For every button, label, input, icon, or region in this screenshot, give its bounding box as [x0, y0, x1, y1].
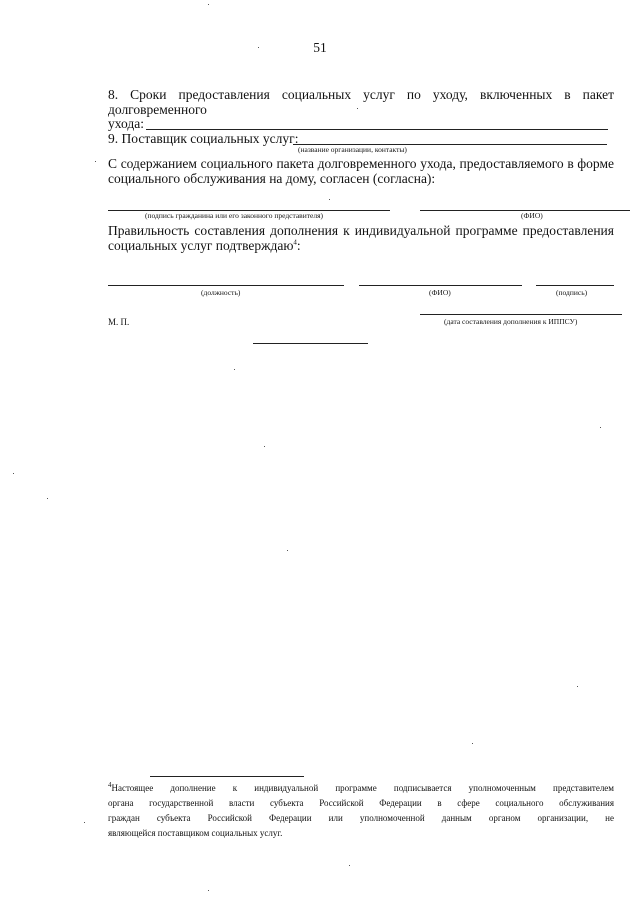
footnote-line2: органа государственной власти субъекта Российской Федерации в сфере социального обслуживания [108, 798, 614, 808]
scan-speck [47, 498, 48, 499]
footnote-ref: 4 [293, 238, 297, 247]
scan-speck [13, 473, 14, 474]
footnote [108, 781, 614, 841]
consent-line2: социального обслуживания на дому, согласен (согласна): [108, 171, 436, 186]
scan-speck [258, 47, 259, 48]
item8-line3-label: ухода: [108, 116, 144, 131]
scan-speck [234, 369, 235, 370]
scan-speck [287, 550, 288, 551]
footnote-line4: являющейся поставщиком социальных услуг. [108, 828, 283, 838]
scan-speck [349, 865, 350, 866]
scan-speck [472, 743, 473, 744]
item9-caption: (название организации, контакты) [298, 145, 407, 154]
section-divider [253, 343, 368, 344]
confirm-signature-caption: (подпись) [556, 288, 588, 297]
confirm-line2-wrap [108, 238, 301, 253]
confirm-fio-line[interactable] [359, 285, 522, 286]
footnote-line1: $^4$Настоящее дополнение к индивидуальной программе подписывается уполномоченным представителем [108, 781, 614, 793]
date-caption: (дата составления дополнения к ИППСУ) [444, 317, 578, 326]
scan-speck [208, 4, 209, 5]
confirm-fio-caption: (ФИО) [429, 288, 451, 297]
item8-terms-field-line[interactable] [146, 129, 608, 130]
consent-fio-caption: (ФИО) [521, 211, 543, 220]
scan-speck [95, 161, 96, 162]
item9-label: 9. Поставщик социальных услуг: [108, 131, 299, 146]
page-number: 51 [313, 40, 327, 55]
scan-speck [357, 108, 358, 109]
consent-line1: С содержанием социального пакета долговременного ухода, предоставляемого в форме [108, 156, 614, 171]
confirm-line1: Правильность составления дополнения к индивидуальной программе предоставления [108, 223, 614, 238]
confirm-signature-line[interactable] [536, 285, 614, 286]
scan-speck [84, 822, 85, 823]
item8-line2: долговременного [108, 102, 207, 117]
confirm-line2: социальных услуг подтверждаю [108, 238, 294, 253]
item8-line1: 8. Сроки предоставления социальных услуг по уходу, включенных в пакет [108, 87, 614, 102]
footnote-line3: граждан субъекта Российской Федерации или уполномоченной данным органом организации, не [108, 813, 614, 823]
scan-speck [264, 446, 265, 447]
footnote-separator [150, 776, 304, 777]
confirm-colon: : [296, 238, 301, 253]
position-caption: (должность) [201, 288, 241, 297]
date-line[interactable] [420, 314, 622, 315]
footnote-number: 4 [108, 781, 112, 789]
position-line[interactable] [108, 285, 344, 286]
scan-speck [577, 686, 578, 687]
consent-signature-caption: (подпись гражданина или его законного представителя) [145, 211, 324, 220]
scan-speck [208, 890, 209, 891]
stamp-label: М. П. [108, 317, 130, 327]
scan-speck [329, 199, 330, 200]
scan-speck [600, 427, 601, 428]
